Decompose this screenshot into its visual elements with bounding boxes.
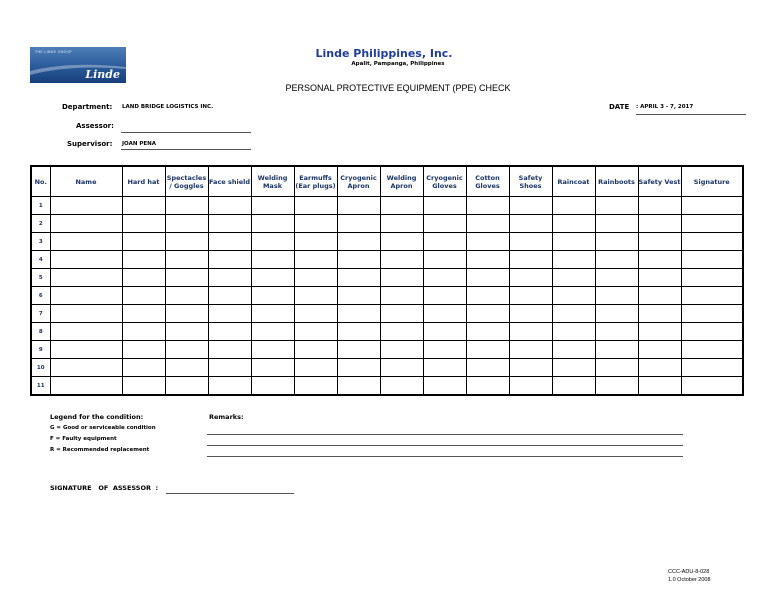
row-number: 3 bbox=[31, 233, 50, 251]
table-cell[interactable] bbox=[165, 305, 208, 323]
table-cell[interactable] bbox=[423, 233, 466, 251]
table-cell[interactable] bbox=[681, 359, 743, 377]
table-cell[interactable] bbox=[208, 359, 251, 377]
table-cell[interactable] bbox=[380, 197, 423, 215]
table-cell[interactable] bbox=[552, 305, 595, 323]
column-header: Cryogenic Apron bbox=[337, 166, 380, 197]
legend-title: Legend for the condition: bbox=[50, 413, 144, 421]
table-cell[interactable] bbox=[466, 215, 509, 233]
table-cell[interactable] bbox=[208, 269, 251, 287]
document-title: PERSONAL PROTECTIVE EQUIPMENT (PPE) CHECK bbox=[285, 83, 511, 93]
form-revision: 1.0 October 2008 bbox=[668, 577, 711, 583]
table-cell[interactable] bbox=[595, 287, 638, 305]
form-code: CCC-ADU-8-028 bbox=[668, 569, 710, 575]
table-cell[interactable] bbox=[165, 377, 208, 396]
table-cell[interactable] bbox=[208, 197, 251, 215]
table-cell[interactable] bbox=[50, 323, 122, 341]
table-cell[interactable] bbox=[122, 341, 165, 359]
table-cell[interactable] bbox=[294, 377, 337, 396]
column-header: Safety Shoes bbox=[509, 166, 552, 197]
table-cell[interactable] bbox=[423, 341, 466, 359]
row-number: 4 bbox=[31, 251, 50, 269]
table-cell[interactable] bbox=[294, 359, 337, 377]
table-cell[interactable] bbox=[50, 251, 122, 269]
table-cell[interactable] bbox=[552, 287, 595, 305]
company-name: Linde Philippines, Inc. bbox=[315, 47, 453, 60]
row-number: 8 bbox=[31, 323, 50, 341]
row-number: 1 bbox=[31, 197, 50, 215]
assessor-label: Assessor: bbox=[76, 122, 114, 130]
table-cell[interactable] bbox=[552, 233, 595, 251]
table-cell[interactable] bbox=[165, 269, 208, 287]
table-cell[interactable] bbox=[423, 269, 466, 287]
table-cell[interactable] bbox=[638, 377, 681, 396]
table-cell[interactable] bbox=[595, 269, 638, 287]
table-cell[interactable] bbox=[122, 233, 165, 251]
table-cell[interactable] bbox=[50, 269, 122, 287]
table-cell[interactable] bbox=[681, 323, 743, 341]
table-cell[interactable] bbox=[50, 359, 122, 377]
remarks-line-1 bbox=[207, 434, 683, 435]
table-cell[interactable] bbox=[681, 287, 743, 305]
table-cell[interactable] bbox=[552, 359, 595, 377]
row-number: 2 bbox=[31, 215, 50, 233]
table-cell[interactable] bbox=[681, 305, 743, 323]
column-header: Hard hat bbox=[122, 166, 165, 197]
table-cell[interactable] bbox=[466, 359, 509, 377]
table-cell[interactable] bbox=[595, 251, 638, 269]
table-cell[interactable] bbox=[638, 305, 681, 323]
legend-item-replacement: R = Recommended replacement bbox=[50, 447, 150, 453]
table-cell[interactable] bbox=[380, 359, 423, 377]
table-cell[interactable] bbox=[509, 323, 552, 341]
table-cell[interactable] bbox=[380, 287, 423, 305]
table-cell[interactable] bbox=[294, 233, 337, 251]
table-cell[interactable] bbox=[509, 251, 552, 269]
table-cell[interactable] bbox=[509, 197, 552, 215]
table-cell[interactable] bbox=[380, 323, 423, 341]
table-cell[interactable] bbox=[638, 233, 681, 251]
table-cell[interactable] bbox=[466, 323, 509, 341]
table-cell[interactable] bbox=[380, 251, 423, 269]
table-cell[interactable] bbox=[423, 377, 466, 396]
table-cell[interactable] bbox=[208, 251, 251, 269]
table-cell[interactable] bbox=[122, 251, 165, 269]
table-cell[interactable] bbox=[50, 287, 122, 305]
company-address: Apalit, Pampanga, Philippines bbox=[351, 61, 445, 67]
table-cell[interactable] bbox=[337, 359, 380, 377]
column-header: Raincoat bbox=[552, 166, 595, 197]
table-cell[interactable] bbox=[251, 341, 294, 359]
row-number: 10 bbox=[31, 359, 50, 377]
table-cell[interactable] bbox=[122, 269, 165, 287]
table-cell[interactable] bbox=[50, 377, 122, 396]
table-cell[interactable] bbox=[466, 341, 509, 359]
table-cell[interactable] bbox=[466, 269, 509, 287]
table-cell[interactable] bbox=[638, 215, 681, 233]
column-header: Rainboots bbox=[595, 166, 638, 197]
table-cell[interactable] bbox=[294, 287, 337, 305]
table-cell[interactable] bbox=[337, 323, 380, 341]
table-cell[interactable] bbox=[681, 215, 743, 233]
table-cell[interactable] bbox=[423, 251, 466, 269]
table-cell[interactable] bbox=[208, 215, 251, 233]
column-header: Welding Apron bbox=[380, 166, 423, 197]
table-cell[interactable] bbox=[595, 233, 638, 251]
logo-group-text: THE LINDE GROUP bbox=[35, 50, 72, 54]
table-row bbox=[31, 269, 743, 287]
table-cell[interactable] bbox=[638, 359, 681, 377]
table-cell[interactable] bbox=[595, 215, 638, 233]
table-cell[interactable] bbox=[466, 305, 509, 323]
table-cell[interactable] bbox=[208, 233, 251, 251]
column-header: Spectacles / Goggles bbox=[165, 166, 208, 197]
table-cell[interactable] bbox=[50, 197, 122, 215]
column-header: Safety Vest bbox=[638, 166, 681, 197]
assessor-field bbox=[121, 132, 251, 133]
table-cell[interactable] bbox=[50, 305, 122, 323]
table-cell[interactable] bbox=[251, 269, 294, 287]
table-cell[interactable] bbox=[552, 323, 595, 341]
table-cell[interactable] bbox=[552, 341, 595, 359]
remarks-line-2 bbox=[207, 445, 683, 446]
table-cell[interactable] bbox=[466, 287, 509, 305]
table-header-row bbox=[31, 166, 743, 197]
table-cell[interactable] bbox=[208, 305, 251, 323]
table-cell[interactable] bbox=[595, 197, 638, 215]
table-cell[interactable] bbox=[595, 359, 638, 377]
column-header: No. bbox=[31, 166, 50, 197]
table-cell[interactable] bbox=[337, 305, 380, 323]
table-cell[interactable] bbox=[337, 269, 380, 287]
table-cell[interactable] bbox=[251, 215, 294, 233]
row-number: 6 bbox=[31, 287, 50, 305]
table-cell[interactable] bbox=[509, 305, 552, 323]
table-row bbox=[31, 197, 743, 215]
table-cell[interactable] bbox=[337, 233, 380, 251]
column-header: Welding Mask bbox=[251, 166, 294, 197]
table-cell[interactable] bbox=[380, 341, 423, 359]
table-cell[interactable] bbox=[165, 233, 208, 251]
table-cell[interactable] bbox=[638, 323, 681, 341]
table-cell[interactable] bbox=[552, 377, 595, 396]
table-cell[interactable] bbox=[509, 233, 552, 251]
table-cell[interactable] bbox=[509, 287, 552, 305]
table-cell[interactable] bbox=[122, 287, 165, 305]
table-cell[interactable] bbox=[251, 377, 294, 396]
date-value: : APRIL 3 - 7, 2017 bbox=[636, 104, 694, 110]
table-row bbox=[31, 341, 743, 359]
table-cell[interactable] bbox=[380, 377, 423, 396]
table-cell[interactable] bbox=[466, 251, 509, 269]
table-cell[interactable] bbox=[595, 323, 638, 341]
column-header: Earmuffs (Ear plugs) bbox=[294, 166, 337, 197]
table-cell[interactable] bbox=[638, 269, 681, 287]
table-cell[interactable] bbox=[423, 215, 466, 233]
table-row bbox=[31, 359, 743, 377]
table-cell[interactable] bbox=[122, 197, 165, 215]
table-cell[interactable] bbox=[165, 359, 208, 377]
table-cell[interactable] bbox=[337, 251, 380, 269]
table-cell[interactable] bbox=[251, 251, 294, 269]
table-cell[interactable] bbox=[380, 269, 423, 287]
table-cell[interactable] bbox=[638, 341, 681, 359]
table-cell[interactable] bbox=[681, 269, 743, 287]
table-cell[interactable] bbox=[122, 305, 165, 323]
table-row bbox=[31, 305, 743, 323]
table-cell[interactable] bbox=[337, 215, 380, 233]
table-cell[interactable] bbox=[638, 287, 681, 305]
table-cell[interactable] bbox=[380, 305, 423, 323]
table-cell[interactable] bbox=[251, 323, 294, 341]
table-cell[interactable] bbox=[294, 341, 337, 359]
signature-label: SIGNATURE OF ASSESSOR : bbox=[50, 484, 159, 492]
date-field-line bbox=[636, 114, 746, 115]
table-cell[interactable] bbox=[165, 323, 208, 341]
table-cell[interactable] bbox=[165, 197, 208, 215]
table-cell[interactable] bbox=[595, 305, 638, 323]
table-cell[interactable] bbox=[423, 323, 466, 341]
legend-item-faulty: F = Faulty equipment bbox=[50, 436, 117, 442]
table-cell[interactable] bbox=[509, 269, 552, 287]
table-row bbox=[31, 287, 743, 305]
table-cell[interactable] bbox=[251, 287, 294, 305]
column-header: Name bbox=[50, 166, 122, 197]
table-cell[interactable] bbox=[509, 359, 552, 377]
signature-line bbox=[166, 493, 294, 494]
table-cell[interactable] bbox=[681, 251, 743, 269]
legend-item-good: G = Good or serviceable condition bbox=[50, 425, 156, 431]
table-cell[interactable] bbox=[509, 341, 552, 359]
table-cell[interactable] bbox=[122, 215, 165, 233]
table-cell[interactable] bbox=[638, 251, 681, 269]
table-cell[interactable] bbox=[165, 287, 208, 305]
table-cell[interactable] bbox=[552, 251, 595, 269]
supervisor-field-line bbox=[121, 149, 251, 150]
table-cell[interactable] bbox=[294, 251, 337, 269]
table-cell[interactable] bbox=[638, 197, 681, 215]
table-cell[interactable] bbox=[552, 215, 595, 233]
row-number: 5 bbox=[31, 269, 50, 287]
table-cell[interactable] bbox=[337, 341, 380, 359]
table-cell[interactable] bbox=[509, 215, 552, 233]
ppe-check-table bbox=[30, 165, 744, 396]
table-cell[interactable] bbox=[423, 287, 466, 305]
column-header: Face shield bbox=[208, 166, 251, 197]
table-cell[interactable] bbox=[681, 341, 743, 359]
department-value: LAND BRIDGE LOGISTICS INC. bbox=[122, 104, 214, 110]
table-cell[interactable] bbox=[294, 215, 337, 233]
table-cell[interactable] bbox=[337, 377, 380, 396]
row-number: 7 bbox=[31, 305, 50, 323]
remarks-label: Remarks: bbox=[209, 413, 244, 421]
date-label: DATE bbox=[609, 103, 630, 111]
table-cell[interactable] bbox=[423, 305, 466, 323]
table-cell[interactable] bbox=[122, 377, 165, 396]
column-header: Signature bbox=[681, 166, 743, 197]
row-number: 11 bbox=[31, 377, 50, 396]
table-cell[interactable] bbox=[294, 269, 337, 287]
table-row bbox=[31, 233, 743, 251]
table-cell[interactable] bbox=[595, 377, 638, 396]
table-cell[interactable] bbox=[337, 197, 380, 215]
table-row bbox=[31, 323, 743, 341]
table-cell[interactable] bbox=[208, 323, 251, 341]
table-cell[interactable] bbox=[294, 305, 337, 323]
table-cell[interactable] bbox=[122, 359, 165, 377]
table-cell[interactable] bbox=[423, 197, 466, 215]
table-cell[interactable] bbox=[552, 269, 595, 287]
table-cell[interactable] bbox=[165, 251, 208, 269]
table-cell[interactable] bbox=[466, 377, 509, 396]
table-cell[interactable] bbox=[50, 215, 122, 233]
table-cell[interactable] bbox=[552, 197, 595, 215]
table-cell[interactable] bbox=[681, 377, 743, 396]
table-cell[interactable] bbox=[50, 233, 122, 251]
table-cell[interactable] bbox=[380, 233, 423, 251]
table-cell[interactable] bbox=[208, 377, 251, 396]
table-row bbox=[31, 251, 743, 269]
table-cell[interactable] bbox=[681, 197, 743, 215]
table-cell[interactable] bbox=[165, 215, 208, 233]
table-cell[interactable] bbox=[122, 323, 165, 341]
table-cell[interactable] bbox=[251, 359, 294, 377]
supervisor-value: JOAN PENA bbox=[122, 141, 156, 147]
column-header: Cotton Gloves bbox=[466, 166, 509, 197]
column-header: Cryogenic Gloves bbox=[423, 166, 466, 197]
table-cell[interactable] bbox=[509, 377, 552, 396]
table-cell[interactable] bbox=[595, 341, 638, 359]
table-cell[interactable] bbox=[466, 233, 509, 251]
table-cell[interactable] bbox=[380, 215, 423, 233]
table-row bbox=[31, 215, 743, 233]
table-cell[interactable] bbox=[423, 359, 466, 377]
department-label: Department: bbox=[62, 103, 113, 111]
table-cell[interactable] bbox=[681, 233, 743, 251]
table-cell[interactable] bbox=[337, 287, 380, 305]
table-row bbox=[31, 377, 743, 396]
table-cell[interactable] bbox=[251, 233, 294, 251]
table-cell[interactable] bbox=[466, 197, 509, 215]
table-cell[interactable] bbox=[294, 323, 337, 341]
table-cell[interactable] bbox=[251, 305, 294, 323]
table-body bbox=[31, 197, 743, 396]
supervisor-label: Supervisor: bbox=[67, 140, 113, 148]
table-cell[interactable] bbox=[251, 197, 294, 215]
remarks-line-3 bbox=[207, 456, 683, 457]
table-cell[interactable] bbox=[208, 341, 251, 359]
table-cell[interactable] bbox=[165, 341, 208, 359]
row-number: 9 bbox=[31, 341, 50, 359]
table-cell[interactable] bbox=[50, 341, 122, 359]
table-cell[interactable] bbox=[208, 287, 251, 305]
table-cell[interactable] bbox=[294, 197, 337, 215]
logo-brand-text: Linde bbox=[85, 68, 120, 81]
